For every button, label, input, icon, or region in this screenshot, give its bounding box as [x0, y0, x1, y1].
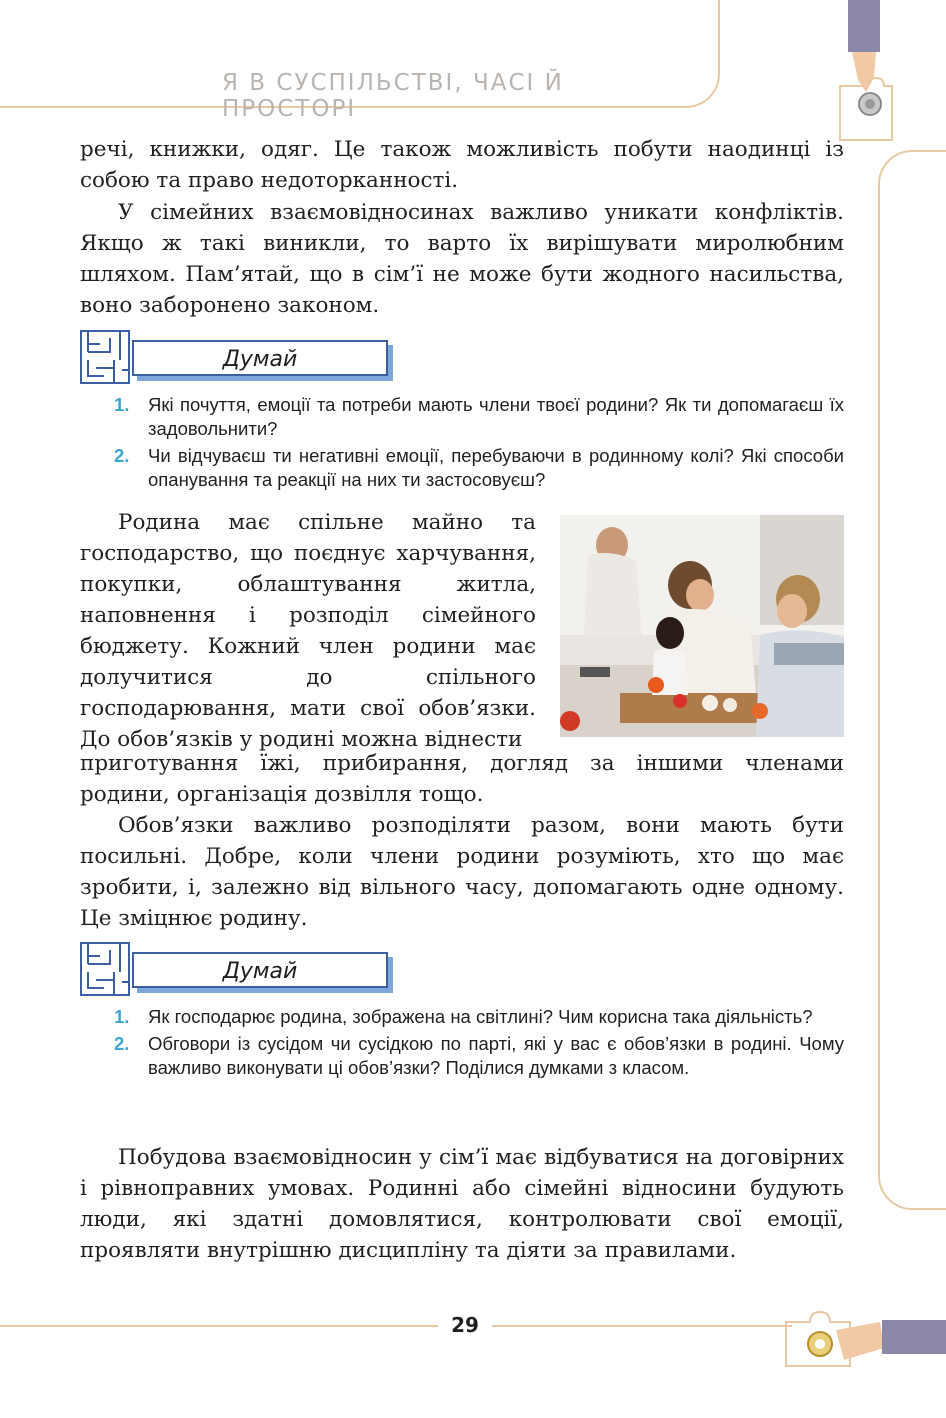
question-number: 1. [114, 1006, 130, 1027]
list-item [112, 1032, 844, 1080]
list-item [112, 444, 844, 492]
question-text: Чи відчуваєш ти негативні емоції, перебуваючи в родинному колі? Які способи опанування та реакції на них ти застосовуєш? [148, 445, 844, 490]
footer-rule [492, 1325, 792, 1327]
maze-icon [80, 942, 130, 996]
question-number: 2. [114, 1033, 130, 1054]
paragraph: Родина має спільне майно та господарство, що поєднує харчування, покупки, облаштування житла, наповнення і розподіл сімейного бюджету. Кожний член родини має долучитися до спільного господарювання, мати свої обов’язки. До обов’язків у родині можна віднести [80, 510, 536, 752]
list-item [112, 393, 844, 441]
question-text: Як господарює родина, зображена на світлині? Чим корисна така діяльність? [148, 1006, 813, 1027]
page-number: 29 [451, 1313, 479, 1337]
paragraph: Обов’язки важливо розподіляти разом, вони мають бути посильні. Добре, коли члени родини розуміють, хто що має зробити, і, залежно від вільного часу, допомагають одне одному. Це зміцнює родину. [80, 813, 844, 931]
hand-puzzle-icon [830, 0, 900, 150]
question-number: 2. [114, 445, 130, 466]
think-label: Думай [132, 952, 388, 988]
paragraph: Побудова взаємовідносин у сім’ї має відбуватися на договірних і рівноправних умовах. Родинні або сімейні відносини будують люди, які здатні домовлятися, контролювати свої емоції, проявляти внутрішню дисципліну та діяти за правилами. [80, 1145, 844, 1263]
footer-rule [0, 1325, 438, 1327]
family-cooking-photo [560, 515, 844, 737]
side-frame [878, 150, 946, 1210]
maze-icon [80, 330, 130, 384]
question-number: 1. [114, 394, 130, 415]
hand-puzzle-icon [780, 1300, 946, 1376]
paragraph: речі, книжки, одяг. Це також можливість побути наодинці із собою та право недоторканності. [80, 137, 844, 193]
question-list [112, 1005, 844, 1083]
paragraph: У сімейних взаємовідносинах важливо уникати конфліктів. Якщо ж такі виникли, то варто їх вирішувати миролюбним шляхом. Пам’ятай, що в сім’ї не може бути жодного насильства, воно заборонено законом. [80, 200, 844, 318]
question-text: Які почуття, емоції та потреби мають члени твоєї родини? Як ти допомагаєш їх задовольнити? [148, 394, 844, 439]
list-item [112, 1005, 844, 1029]
think-box [80, 330, 320, 390]
think-box [80, 942, 320, 1002]
paragraph: приготування їжі, прибирання, догляд за іншими членами родини, організація дозвілля тощо. [80, 751, 844, 807]
question-list [112, 393, 844, 495]
running-header: Я В СУСПІЛЬСТВІ, ЧАСІ Й ПРОСТОРІ [222, 70, 564, 122]
question-text: Обговори із сусідом чи сусідкою по парті, які у вас є обов’язки в родині. Чому важливо виконувати ці обов’язки? Поділися думками з класом. [148, 1033, 844, 1078]
think-label: Думай [132, 340, 388, 376]
